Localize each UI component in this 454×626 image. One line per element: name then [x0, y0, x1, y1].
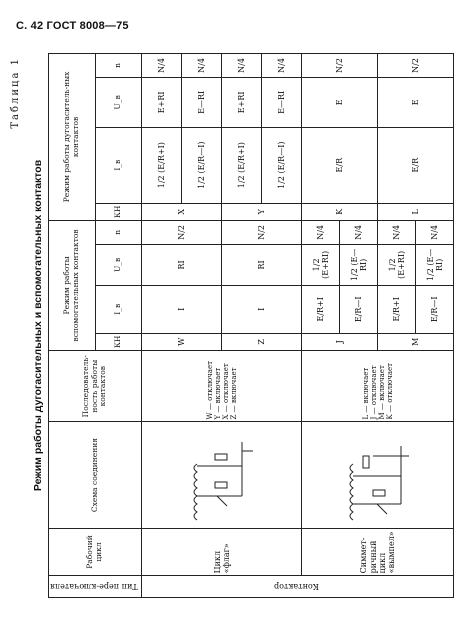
aux-n: N/2 [222, 220, 302, 244]
header-kn: КН [95, 333, 142, 350]
arc-uv: E—RI [262, 77, 302, 127]
arc-iv: E/R [302, 127, 378, 203]
aux-uv: 1/2 (E+RI) [378, 244, 416, 285]
header-aux-mode: Режим работы вспомогательных контактов [49, 220, 96, 350]
arc-kn-y: Y [222, 203, 302, 220]
rotated-table-area [10, 53, 444, 598]
arc-kn-x: X [142, 203, 222, 220]
arc-kn-k: K [302, 203, 378, 220]
arc-uv: E [302, 77, 378, 127]
sequence-pennant: L — включает J — отключает M — включает K — отключает [302, 350, 454, 422]
cycle-pennant: Симмет-ричный цикл «вымпел» [302, 528, 454, 576]
header-arc-mode: Режим работы дугогаситель-ных контактов [49, 54, 96, 221]
arc-uv: E [378, 77, 454, 127]
aux-kn-z: Z [222, 333, 302, 350]
header-n-2: n [95, 54, 142, 78]
switch-type-cell: Контактор [142, 576, 454, 598]
table-title: Режим работы дугогасительных и вспомогательных контактов [32, 159, 44, 492]
contacts-table [48, 53, 454, 598]
aux-uv: 1/2 (E+RI) [302, 244, 340, 285]
aux-iv: I [142, 285, 222, 333]
aux-kn-w: W [142, 333, 222, 350]
aux-uv: RI [222, 244, 302, 285]
arc-iv: 1/2 (E/R+I) [222, 127, 262, 203]
circuit-diagram-icon [343, 436, 413, 526]
page-header: С. 42 ГОСТ 8008—75 [16, 20, 129, 32]
arc-kn-l: L [378, 203, 454, 220]
scheme-pennant [302, 422, 454, 528]
scheme-flag [142, 422, 302, 528]
aux-iv: E/R—I [416, 285, 454, 333]
header-iv: I_в [95, 285, 142, 333]
arc-iv: 1/2 (E/R+I) [142, 127, 182, 203]
arc-n: N/2 [378, 54, 454, 78]
arc-n: N/2 [302, 54, 378, 78]
aux-iv: I [222, 285, 302, 333]
header-kn-2: КН [95, 203, 142, 220]
header-uv-2: U_в [95, 77, 142, 127]
arc-n: N/4 [182, 54, 222, 78]
header-n: n [95, 220, 142, 244]
header-iv-2: I_в [95, 127, 142, 203]
cycle-flag: Цикл «флаг» [142, 528, 302, 576]
aux-n: N/2 [142, 220, 222, 244]
arc-uv: E+RI [222, 77, 262, 127]
circuit-diagram-icon [187, 436, 257, 526]
aux-uv: 1/2 (E—RI) [416, 244, 454, 285]
aux-kn-j: J [302, 333, 378, 350]
aux-uv: 1/2 (E—RI) [340, 244, 378, 285]
aux-iv: E/R—I [340, 285, 378, 333]
aux-iv: E/R+I [378, 285, 416, 333]
arc-n: N/4 [142, 54, 182, 78]
arc-iv: 1/2 (E/R—I) [182, 127, 222, 203]
aux-n: N/4 [302, 220, 340, 244]
aux-n: N/4 [416, 220, 454, 244]
arc-n: N/4 [262, 54, 302, 78]
header-switch-type: Тип пере-ключателя [49, 576, 142, 598]
arc-uv: E+RI [142, 77, 182, 127]
header-sequence: Последователь-ность работы контактов [49, 350, 142, 422]
sequence-flag: W — отключает Y — включает X — отключает Z — включает [142, 350, 302, 422]
arc-n: N/4 [222, 54, 262, 78]
aux-n: N/4 [340, 220, 378, 244]
header-scheme: Схема соединения [49, 422, 142, 528]
aux-n: N/4 [378, 220, 416, 244]
header-uv: U_в [95, 244, 142, 285]
aux-uv: RI [142, 244, 222, 285]
aux-kn-m: M [378, 333, 454, 350]
arc-iv: E/R [378, 127, 454, 203]
aux-iv: E/R+I [302, 285, 340, 333]
header-cycle: Рабочий цикл [49, 528, 142, 576]
arc-uv: E—RI [182, 77, 222, 127]
table-label: Таблица 1 [10, 57, 21, 129]
arc-iv: 1/2 (E/R—I) [262, 127, 302, 203]
